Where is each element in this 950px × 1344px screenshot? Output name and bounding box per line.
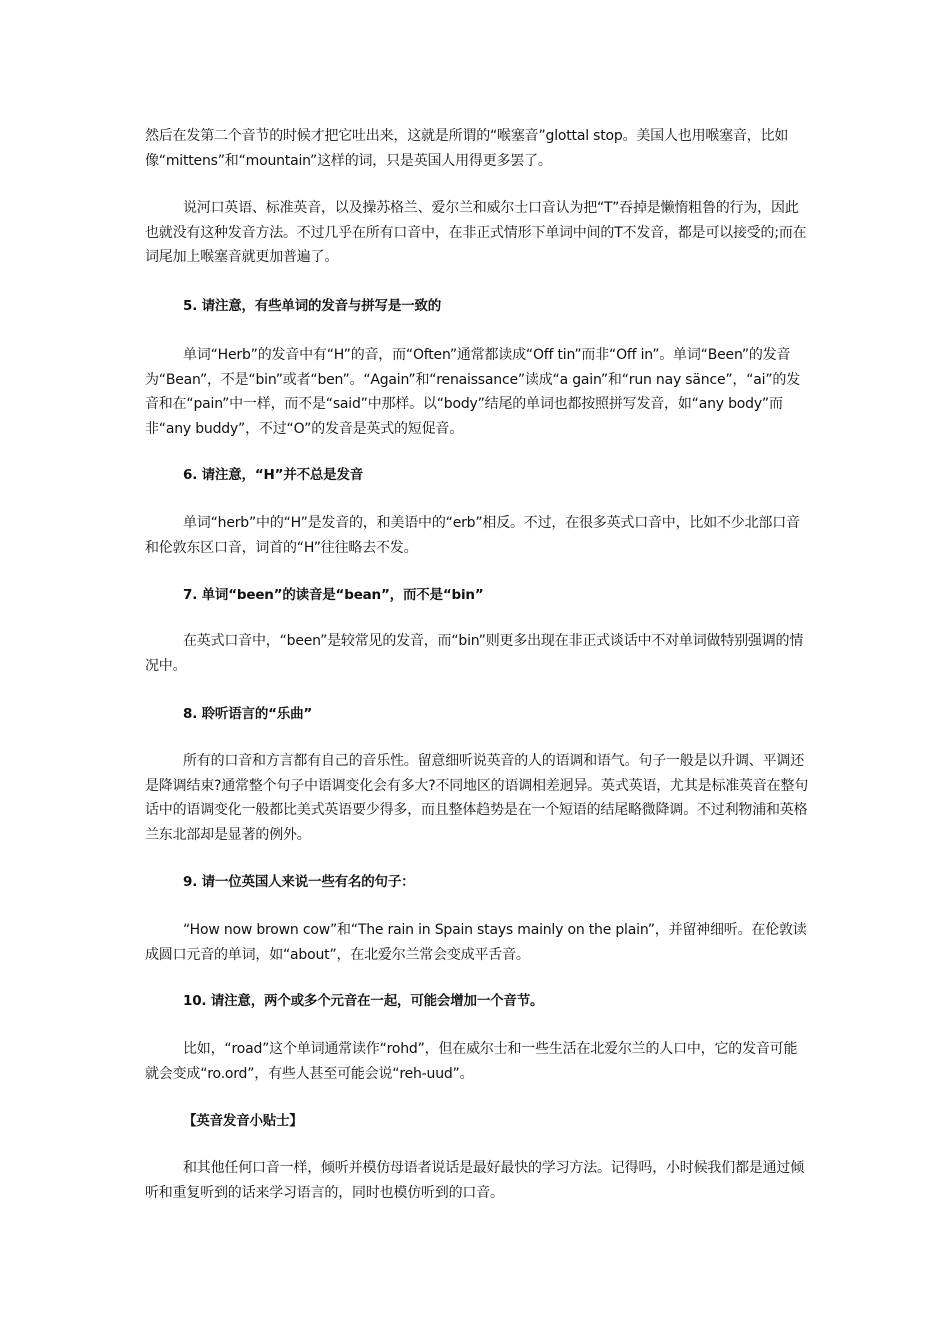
paragraph-8: 所有的口音和方言都有自己的音乐性。留意细听说英音的人的语调和语气。句子一般是以升调、平调还是降调结束?通常整个句子中语调变化会有多大?不同地区的语调相差迥异。英式英语，尤其是标准英音在整句话中的语调变化一般都比美式英语要少得多，而且整体趋势是在一个短语的结尾略微降调。不过利物浦和英格兰东北部却是显著的例外。 [145,753,809,843]
heading-tips: 【英音发音小贴士】 [183,1113,303,1129]
paragraph-10: 比如，“road”这个单词通常读作“rohd”，但在威尔士和一些生活在北爱尔兰的人口中，它的发音可能就会变成“ro.ord”，有些人甚至可能会说“reh-uud”。 [145,1041,798,1082]
heading-5: 5. 请注意，有些单词的发音与拼写是一致的 [183,298,442,314]
heading-10: 10. 请注意，两个或多个元音在一起，可能会增加一个音节。 [183,993,544,1009]
paragraph-5: 单词“Herb”的发音中有“H”的音，而“Often”通常都读成“Off tin”而非“Off in”。单词“Been”的发音为“Bean”，不是“bin”或者“ben”。“Again”和“renaissance”读成“a gain”和“run nay sänce”，“ai”的发音和在“pain”中一样，而不是“said”中那样。以“body”结尾的单词也都按照拼写发音，如“any body”而非“any buddy”，不过“O”的发音是英式的短促音。 [145,347,800,437]
paragraph-7: 在英式口音中，“been”是较常见的发音，而“bin”则更多出现在非正式谈话中不对单词做特别强调的情况中。 [145,633,804,674]
heading-6: 6. 请注意，“H”并不总是发音 [183,467,364,483]
heading-7: 7. 单词“been”的读音是“bean”，而不是“bin” [183,587,484,603]
heading-8: 8. 聆听语言的“乐曲” [183,706,313,722]
paragraph-t-dropping: 说河口英语、标准英音，以及操苏格兰、爱尔兰和威尔士口音认为把“T”吞掉是懒惰粗鲁的行为，因此也就没有这种发音方法。不过几乎在所有口音中，在非正式情形下单词中间的T不发音，都是可以接受的;而在词尾加上喉塞音就更加普遍了。 [145,200,807,265]
paragraph-glottal-stop: 然后在发第二个音节的时候才把它吐出来，这就是所谓的“喉塞音”glottal stop。美国人也用喉塞音，比如像“mittens”和“mountain”这样的词，只是英国人用得更多罢了。 [145,128,789,169]
paragraph-tips: 和其他任何口音一样，倾听并模仿母语者说话是最好最快的学习方法。记得吗，小时候我们都是通过倾听和重复听到的话来学习语言的，同时也模仿听到的口音。 [145,1160,804,1201]
heading-9: 9. 请一位英国人来说一些有名的句子： [183,874,415,890]
paragraph-6: 单词“herb”中的“H”是发音的，和美语中的“erb”相反。不过，在很多英式口音中，比如不少北部口音和伦敦东区口音，词首的“H”往往略去不发。 [145,515,800,556]
paragraph-9: “How now brown cow”和“The rain in Spain stays mainly on the plain”，并留神细听。在伦敦读成圆口元音的单词，如“about”，在北爱尔兰常会变成平舌音。 [145,922,807,963]
